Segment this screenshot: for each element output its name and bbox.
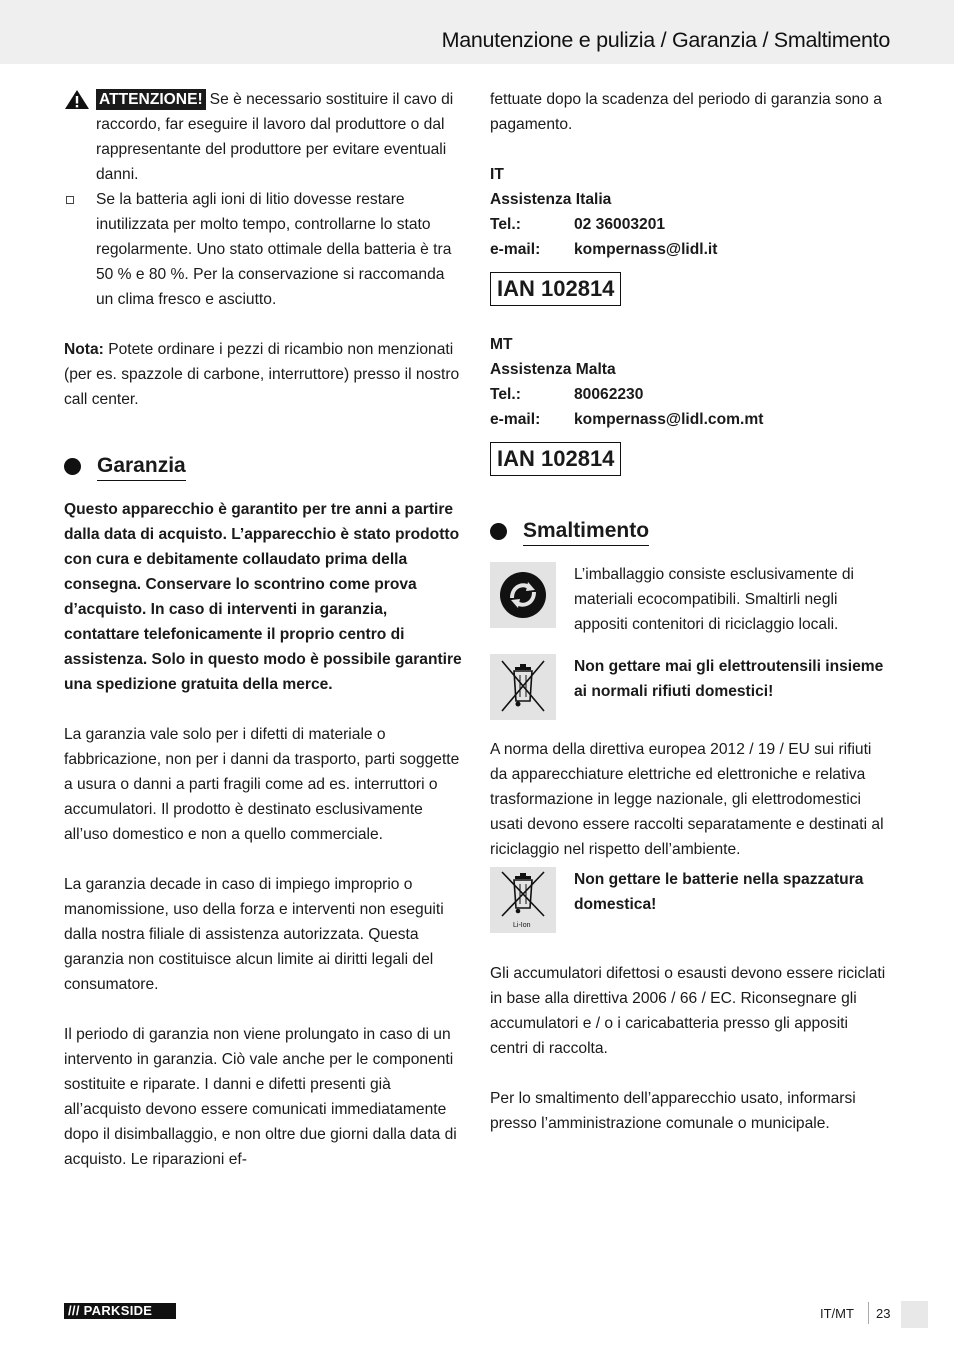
phone-row-it — [490, 212, 890, 237]
warning-body: Se è necessario sostituire il cavo di raccordo, far eseguire il lavoro dal produttore o dal rappresentante del produttore per evitare eventuali danni. — [96, 91, 454, 183]
email-label: e-mail: — [490, 411, 541, 428]
contact-malta — [490, 332, 890, 484]
crossed-bin-icon — [490, 654, 556, 720]
bullet-square-icon — [66, 196, 74, 204]
bullet-dot-icon — [490, 523, 507, 540]
weee-row — [490, 654, 890, 720]
phone-label: Tel.: — [490, 216, 521, 233]
final-disposal-text: Per lo smaltimento dell’apparecchio usato, informarsi presso l’amministrazione comunale o municipale. — [490, 1090, 856, 1132]
phone-number-mt: 80062230 — [574, 386, 644, 403]
section-title-smaltimento: Smaltimento — [523, 517, 649, 546]
battery-text: Gli accumulatori difettosi o esausti devono essere riciclati in base alla direttiva 2006 / 66 / EC. Riconsegnare gli accumulatori e / o i caricabatteria presso gli appositi centri di raccolta. — [490, 965, 886, 1057]
weee-warning-text: Non gettare mai gli elettroutensili insieme ai normali rifiuti domestici! — [574, 658, 884, 700]
footer-locale: IT/MT — [820, 1306, 854, 1321]
email-it: kompernass@lidl.it — [574, 241, 718, 258]
email-label: e-mail: — [490, 241, 541, 258]
section-smaltimento — [490, 514, 890, 548]
footer-tab-box — [901, 1301, 928, 1328]
garanzia-paragraph-3: Il periodo di garanzia non viene prolungato in caso di un intervento in garanzia. Ciò vale anche per le componenti sostituite e riparate. I danni e difetti presenti già all’acquisto devono essere comunicati immediatamente dopo il disimballaggio, e non oltre due giorni dalla data di acquisto. Le riparazioni ef- — [64, 1026, 457, 1168]
right-column — [490, 87, 890, 1136]
warning-block — [64, 87, 464, 187]
warning-triangle-icon — [64, 89, 90, 110]
directive-text: A norma della direttiva europea 2012 / 19 / EU sui rifiuti da apparecchiature elettriche ed elettroniche e relativa trasformazione in legge nazionale, gli elettrodomestici usati devono essere raccolti separatamente e destinati al riciclaggio nel rispetto dell’ambiente. — [490, 741, 884, 858]
bullet-text: Se la batteria agli ioni di litio dovesse restare inutilizzata per molto tempo, controllarne lo stato regolarmente. Uno stato ottimale della batteria è tra 50 % e 80 %. Per la conservazione si raccomanda un clima fresco e asciutto. — [96, 191, 452, 308]
phone-number-it: 02 36003201 — [574, 216, 666, 233]
bullet-dot-icon — [64, 458, 81, 475]
section-title-garanzia: Garanzia — [97, 452, 186, 481]
parkside-logo: /// PARKSIDE — [64, 1303, 176, 1319]
packaging-text: L’imballaggio consiste esclusivamente di materiali ecocompatibili. Smaltirli negli appositi contenitori di riciclaggio locali. — [574, 566, 854, 633]
note-label: Nota: — [64, 341, 104, 358]
battery-row — [490, 867, 890, 933]
recycling-icon — [490, 562, 556, 628]
contact-italy — [490, 162, 890, 314]
note-text: Potete ordinare i pezzi di ricambio non menzionati (per es. spazzole di carbone, interruttore) presso il nostro call center. — [64, 341, 460, 408]
country-code-it: IT — [490, 166, 504, 183]
packaging-row — [490, 562, 890, 637]
battery-warning-text: Non gettare le batterie nella spazzatura domestica! — [574, 871, 864, 913]
page-number: 23 — [876, 1306, 891, 1321]
warning-badge: ATTENZIONE! — [96, 89, 206, 110]
garanzia-paragraph-2: La garanzia decade in caso di impiego improprio o manomissione, uso della forza e interventi non eseguiti dalla nostra filiale di assistenza autorizzata. Questa garanzia non costituisce alcun limite ai diritti legali del consumatore. — [64, 876, 444, 993]
section-garanzia — [64, 449, 464, 483]
bullet-battery — [64, 187, 464, 312]
ian-box-mt: IAN 102814 — [490, 442, 621, 476]
continuation-text: fettuate dopo la scadenza del periodo di garanzia sono a pagamento. — [490, 91, 882, 133]
email-mt: kompernass@lidl.com.mt — [574, 411, 764, 428]
footer-divider — [868, 1302, 869, 1324]
li-ion-label: Li-Ion — [513, 922, 531, 929]
country-code-mt: MT — [490, 336, 513, 353]
service-title-it: Assistenza Italia — [490, 191, 612, 208]
warning-text — [96, 87, 464, 187]
garanzia-paragraph-1: La garanzia vale solo per i difetti di materiale o fabbricazione, non per i danni da trasporto, parti soggette a usura o danni a parti fragili come ad es. interruttori o accumulatori. Il prodotto è destinato esclusivamente all’uso domestico e non a quello commerciale. — [64, 726, 460, 843]
left-column — [64, 87, 464, 1172]
page-title: Manutenzione e pulizia / Garanzia / Smaltimento — [441, 28, 890, 52]
email-row-it — [490, 237, 890, 262]
service-title-mt: Assistenza Malta — [490, 361, 616, 378]
ian-box-it: IAN 102814 — [490, 272, 621, 306]
email-row-mt — [490, 407, 890, 432]
battery-bin-icon — [490, 867, 556, 933]
garanzia-bold-paragraph: Questo apparecchio è garantito per tre anni a partire dalla data di acquisto. L’apparecchio è stato prodotto con cura e debitamente collaudato prima della consegna. Conservare lo scontrino come prova d’acquisto. In caso di interventi in garanzia, contattare telefonicamente il proprio centro di assistenza. Solo in questo modo è possibile garantire una spedizione gratuita della merce. — [64, 501, 462, 693]
note-paragraph — [64, 337, 464, 412]
phone-row-mt — [490, 382, 890, 407]
phone-label: Tel.: — [490, 386, 521, 403]
